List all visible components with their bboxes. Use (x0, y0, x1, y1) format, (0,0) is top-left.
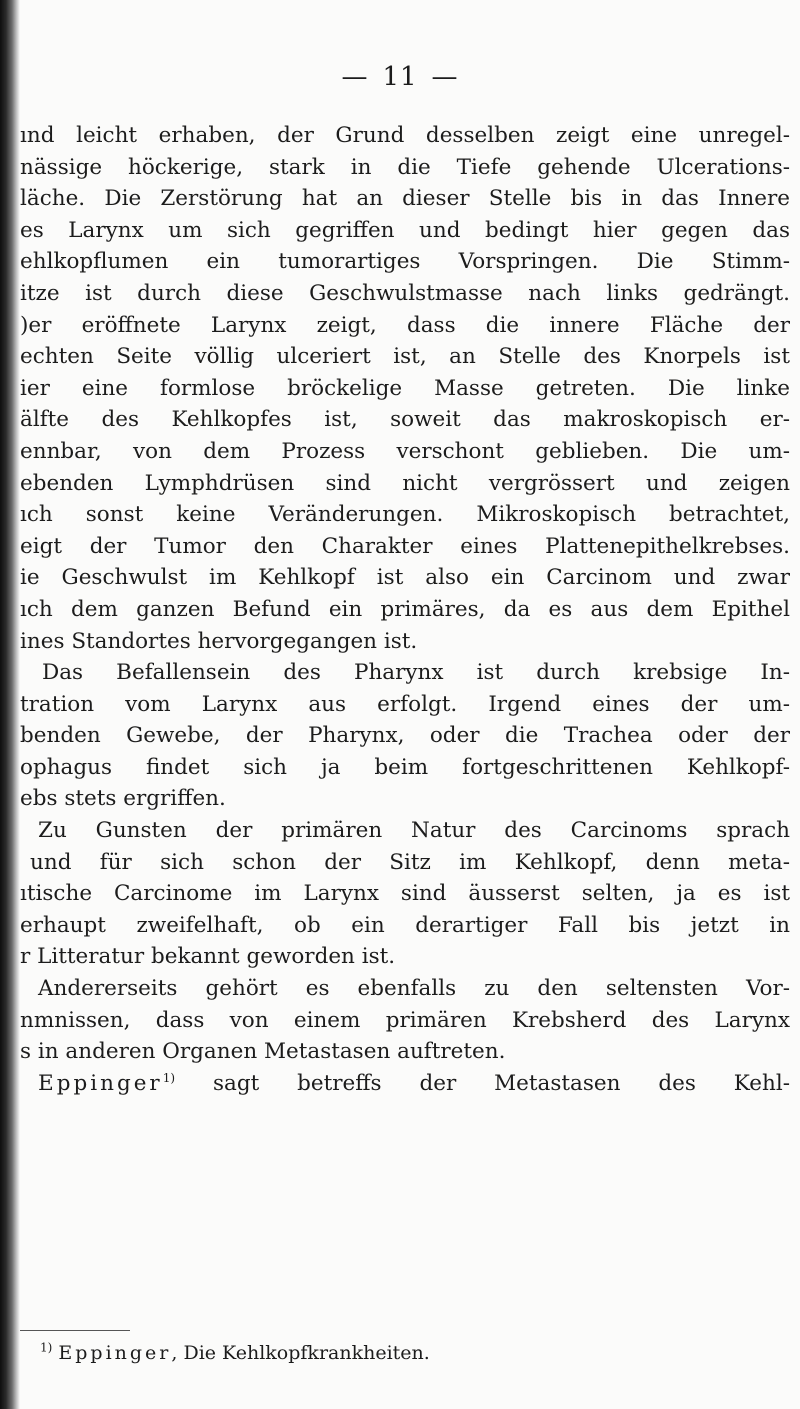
text-line: ie Geschwulst im Kehlkopf ist also ein Carcinom und zwar (20, 565, 790, 591)
text-line: älfte des Kehlkopfes ist, soweit das makroskopisch er- (20, 407, 790, 433)
text-line (20, 1068, 790, 1100)
paragraph (20, 657, 790, 815)
paragraph (20, 120, 790, 657)
paragraph (20, 1068, 790, 1100)
text-line: benden Gewebe, der Pharynx, oder die Trachea oder der (20, 723, 790, 749)
footnote (40, 1340, 430, 1366)
text-line: erhaupt zweifelhaft, ob ein derartiger Fall bis jetzt in (20, 912, 790, 938)
footnote-mark: 1) (40, 1340, 53, 1355)
footnote-marker: 1) (162, 1070, 176, 1085)
binding-shadow (0, 0, 20, 1409)
text-line: )er eröffnete Larynx zeigt, dass die innere Fläche der (20, 312, 790, 338)
text-line: itze ist durch diese Geschwulstmasse nach links gedrängt. (20, 280, 790, 306)
text-line: ehlkopflumen ein tumorartiges Vorspringen. Die Stimm- (20, 249, 790, 275)
text-line: ınd leicht erhaben, der Grund desselben zeigt eine unregel- (20, 123, 790, 148)
body-text (20, 120, 790, 1099)
text-line: ıch dem ganzen Befund ein primäres, da es aus dem Epithel (20, 596, 790, 622)
text-line: eigt der Tumor den Charakter eines Plattenepithelkrebses. (20, 533, 790, 559)
footnote-divider (20, 1330, 130, 1331)
header-dash-left: — (341, 62, 369, 92)
text-line: tration vom Larynx aus erfolgt. Irgend eines der um- (20, 691, 790, 717)
text-line: Zu Gunsten der primären Natur des Carcinoms sprach (38, 818, 790, 844)
text-line: es Larynx um sich gegriffen und bedingt hier gegen das (20, 217, 790, 243)
paragraph (20, 815, 790, 973)
page-number: 11 (382, 62, 418, 92)
page-header (0, 62, 800, 92)
text-line: s in anderen Organen Metastasen auftreten. (20, 1039, 506, 1065)
text-line: ophagus findet sich ja beim fortgeschrittenen Kehlkopf- (20, 754, 790, 780)
text-line: Andererseits gehört es ebenfalls zu den seltensten Vor- (38, 976, 790, 1002)
text-line: nmnissen, dass von einem primären Krebsherd des Larynx (20, 1007, 790, 1033)
footnote-text: , Die Kehlkopfkrankheiten. (171, 1342, 430, 1364)
footnote-author: Eppinger (58, 1342, 172, 1364)
text-line: ebs stets ergriffen. (20, 786, 226, 812)
text-line: ier eine formlose bröckelige Masse getreten. Die linke (20, 375, 790, 401)
line-rest: sagt betreffs der Metastasen des Kehl- (175, 1070, 790, 1096)
text-line: ines Standortes hervorgegangen ist. (20, 628, 418, 654)
text-line: ebenden Lymphdrüsen sind nicht vergrössert und zeigen (20, 470, 790, 496)
header-dash-right: — (431, 62, 459, 92)
text-line: läche. Die Zerstörung hat an dieser Stelle bis in das Innere (20, 186, 790, 212)
author-name: Eppinger (38, 1070, 163, 1096)
text-line: ennbar, von dem Prozess verschont geblieben. Die um- (20, 438, 790, 464)
text-line: nässige höckerige, stark in die Tiefe gehende Ulcerations- (20, 154, 790, 180)
paragraph (20, 973, 790, 1068)
text-line: ıch sonst keine Veränderungen. Mikroskopisch betrachtet, (20, 502, 790, 528)
text-line: r Litteratur bekannt geworden ist. (20, 944, 396, 970)
text-line: echten Seite völlig ulceriert ist, an Stelle des Knorpels ist (20, 344, 790, 370)
text-line: und für sich schon der Sitz im Kehlkopf, denn meta- (30, 849, 790, 875)
text-line: ıtische Carcinome im Larynx sind äusserst selten, ja es ist (20, 881, 790, 907)
text-line: Das Befallensein des Pharynx ist durch krebsige In- (42, 660, 790, 686)
